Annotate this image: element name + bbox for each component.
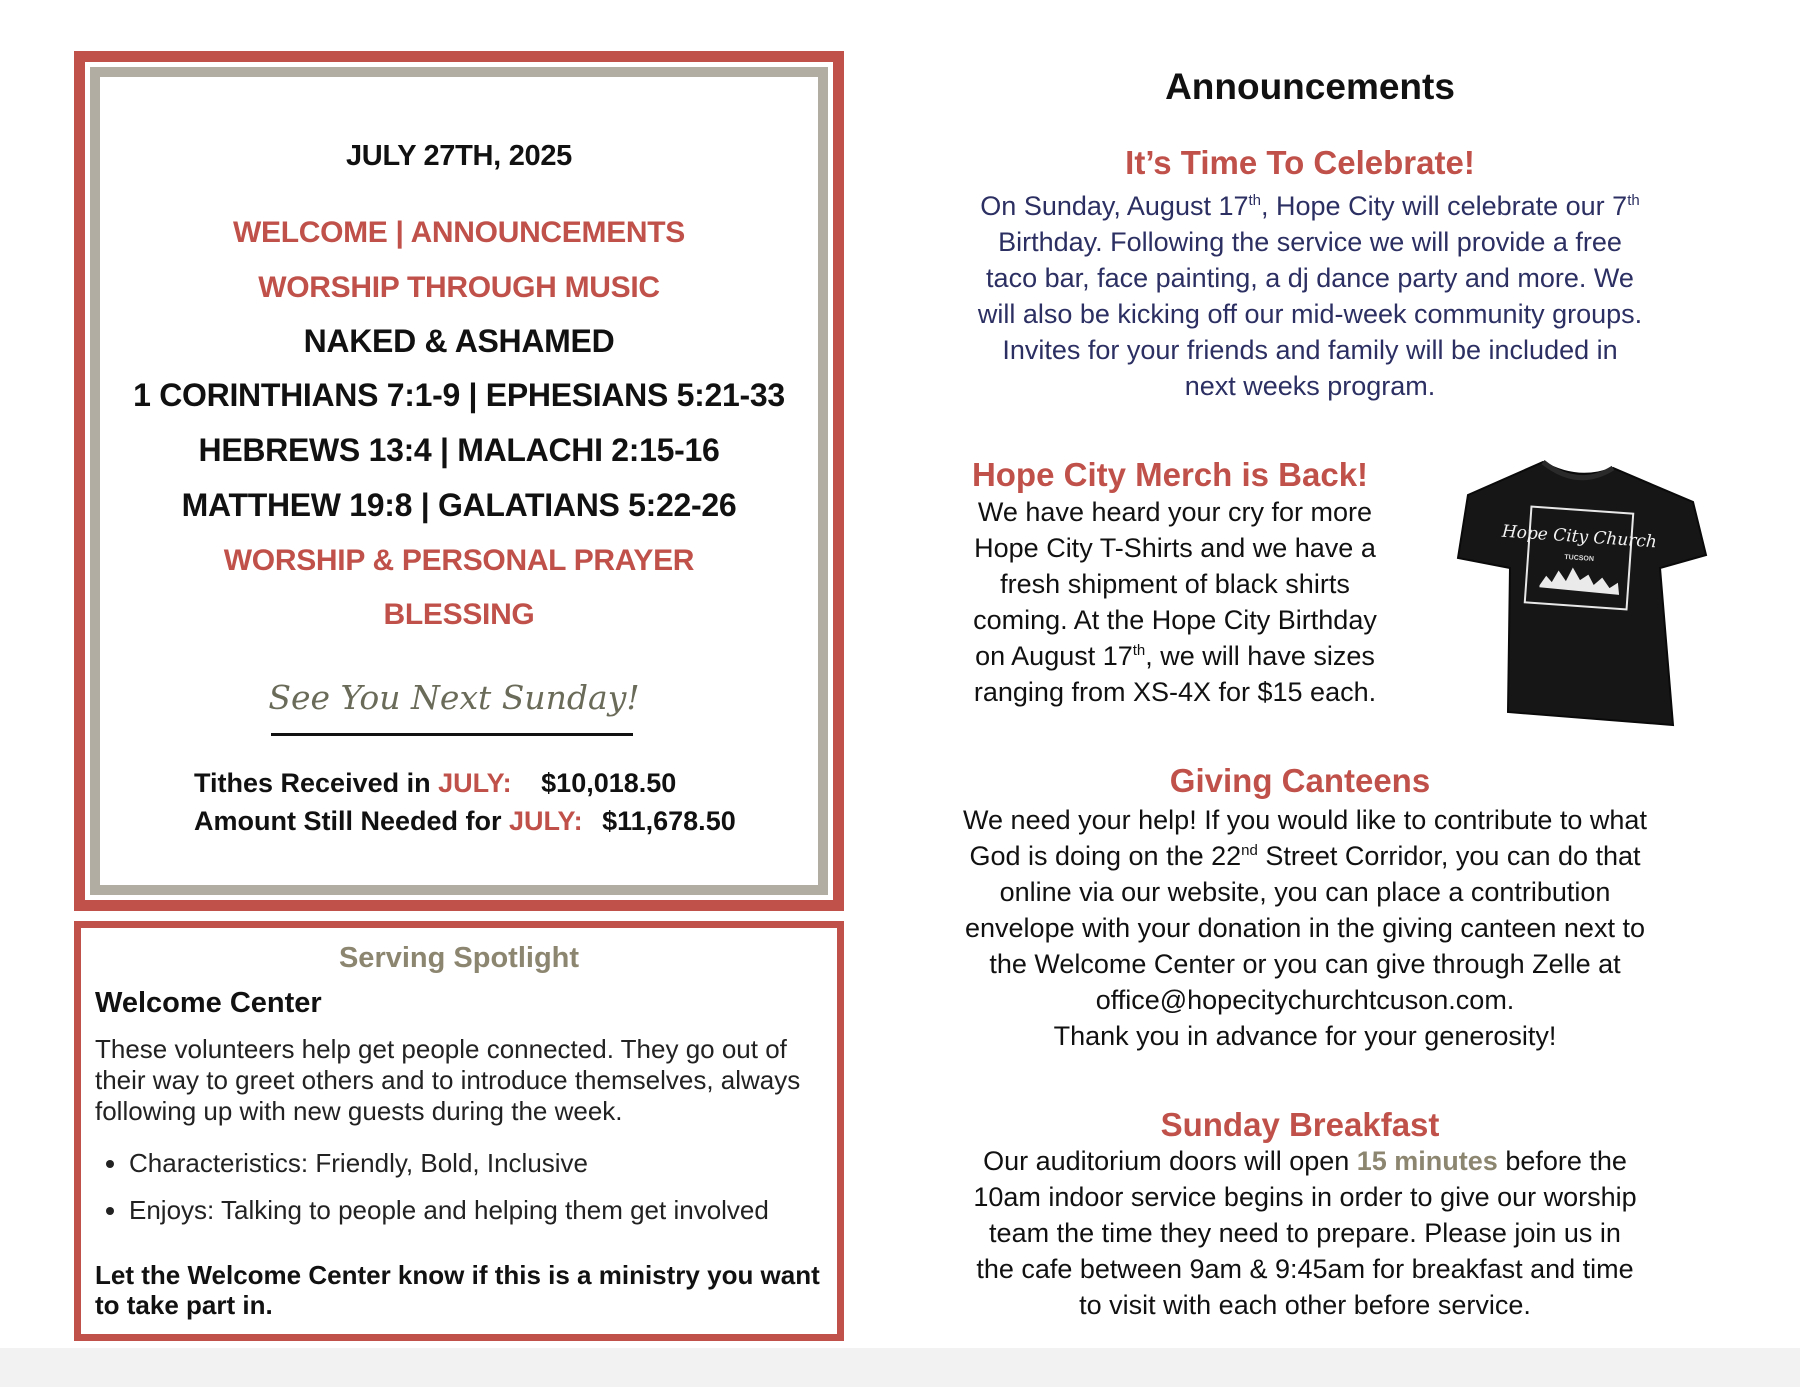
merch-body bbox=[960, 494, 1390, 710]
tshirt-image bbox=[1448, 450, 1710, 730]
merch-heading: Hope City Merch is Back! bbox=[971, 456, 1369, 493]
list-item: • Enjoys: Talking to people and helping them get involved bbox=[129, 1195, 769, 1242]
breakfast-body bbox=[970, 1143, 1640, 1323]
celebrate-heading: It’s Time To Celebrate! bbox=[1125, 144, 1475, 181]
spotlight-ministry: Welcome Center bbox=[95, 987, 322, 1019]
closing-message: See You Next Sunday! bbox=[268, 678, 640, 717]
tithes-needed-label: Amount Still Needed for bbox=[194, 806, 502, 836]
spotlight-description: These volunteers help get people connected. They go out of their way to greet others and to introduce themselves, always following up with new guests during the week. bbox=[95, 1034, 801, 1126]
tithes-received-label: Tithes Received in bbox=[194, 768, 431, 798]
giving-heading: Giving Canteens bbox=[1169, 762, 1431, 799]
ordinal-suffix: nd bbox=[1241, 842, 1258, 859]
order-of-service-inner-frame bbox=[90, 67, 828, 895]
ordinal-suffix: th bbox=[1132, 642, 1146, 659]
page-bottom-shade bbox=[0, 1348, 1800, 1387]
giving-body bbox=[960, 802, 1650, 1054]
service-date: JULY 27TH, 2025 bbox=[345, 140, 573, 172]
service-item-welcome: WELCOME | ANNOUNCEMENTS bbox=[232, 216, 686, 249]
tshirt-body bbox=[1458, 462, 1706, 725]
tshirt-logo-text: Hope City Church bbox=[1501, 521, 1658, 553]
tithes-received-amount: $10,018.50 bbox=[541, 768, 677, 798]
celebrate-text: Invites for your friends and family will be included in next weeks program. bbox=[1002, 335, 1618, 401]
tithes-needed-amount: $11,678.50 bbox=[602, 806, 736, 836]
service-item-worship-music: WORSHIP THROUGH MUSIC bbox=[258, 271, 660, 304]
celebrate-text: On Sunday, August 17 bbox=[980, 191, 1249, 221]
scripture-line: HEBREWS 13:4 | MALACHI 2:15-16 bbox=[198, 432, 720, 468]
spotlight-title: Serving Spotlight bbox=[338, 942, 580, 974]
scripture-line: 1 CORINTHIANS 7:1-9 | EPHESIANS 5:21-33 bbox=[133, 377, 785, 413]
celebrate-text: , Hope City will celebrate our 7 bbox=[1261, 191, 1628, 221]
merch-text: We have heard your cry for more Hope City T-Shirts and we have a fresh shipment of black shirts coming. At the Hope City Birthday on August 17 bbox=[973, 497, 1377, 671]
breakfast-text: Our auditorium doors will open bbox=[983, 1146, 1357, 1176]
sermon-title: NAKED & ASHAMED bbox=[303, 323, 615, 359]
giving-text: Street Corridor, you can do that online via our website, you can place a contribution envelope with your donation in the giving canteen next to the Welcome Center or you can give through Zelle at office@hopecitychurchtcuson.com. bbox=[965, 841, 1645, 1015]
spotlight-bullets bbox=[95, 1148, 769, 1242]
tithes-summary bbox=[194, 764, 736, 840]
breakfast-highlight: 15 minutes bbox=[1356, 1146, 1498, 1176]
service-item-prayer: WORSHIP & PERSONAL PRAYER bbox=[223, 544, 695, 577]
service-item-blessing: BLESSING bbox=[383, 598, 535, 631]
breakfast-text: before the 10am indoor service begins in order to give our worship team the time they need to prepare. Please join us in the cafe between 9am & 9:45am for breakfast and time to visit with each other before service. bbox=[973, 1146, 1637, 1320]
ordinal-suffix: th bbox=[1248, 192, 1262, 209]
ordinal-suffix: th bbox=[1627, 192, 1640, 209]
giving-text: Thank you in advance for your generosity! bbox=[1053, 1021, 1557, 1051]
divider bbox=[271, 733, 633, 736]
tshirt-logo-city: TUCSON bbox=[1564, 553, 1595, 564]
merch-text: , we will have sizes ranging from XS-4X for $15 each. bbox=[973, 641, 1377, 707]
breakfast-heading: Sunday Breakfast bbox=[1160, 1106, 1440, 1143]
order-of-service-frame bbox=[74, 51, 844, 911]
order-of-service bbox=[100, 77, 818, 885]
tithes-received-month: JULY: bbox=[438, 768, 512, 798]
spotlight-call-to-action: Let the Welcome Center know if this is a ministry you want to take part in. bbox=[95, 1260, 820, 1320]
announcements-title: Announcements bbox=[1165, 66, 1455, 107]
scripture-line: MATTHEW 19:8 | GALATIANS 5:22-26 bbox=[181, 487, 737, 523]
tithes-needed-row bbox=[194, 802, 736, 840]
tithes-needed-month: JULY: bbox=[509, 806, 583, 836]
list-item: • Characteristics: Friendly, Bold, Inclusive bbox=[129, 1148, 769, 1195]
celebrate-text: Birthday. Following the service we will provide a free taco bar, face painting, a dj dance party and more. We will also be kicking off our mid-week community groups. bbox=[977, 227, 1643, 329]
giving-text: We need your help! If you would like to contribute to what God is doing on the 22 bbox=[963, 805, 1647, 871]
serving-spotlight-box bbox=[74, 921, 844, 1341]
celebrate-body bbox=[976, 188, 1644, 404]
tithes-received-row bbox=[194, 764, 736, 802]
